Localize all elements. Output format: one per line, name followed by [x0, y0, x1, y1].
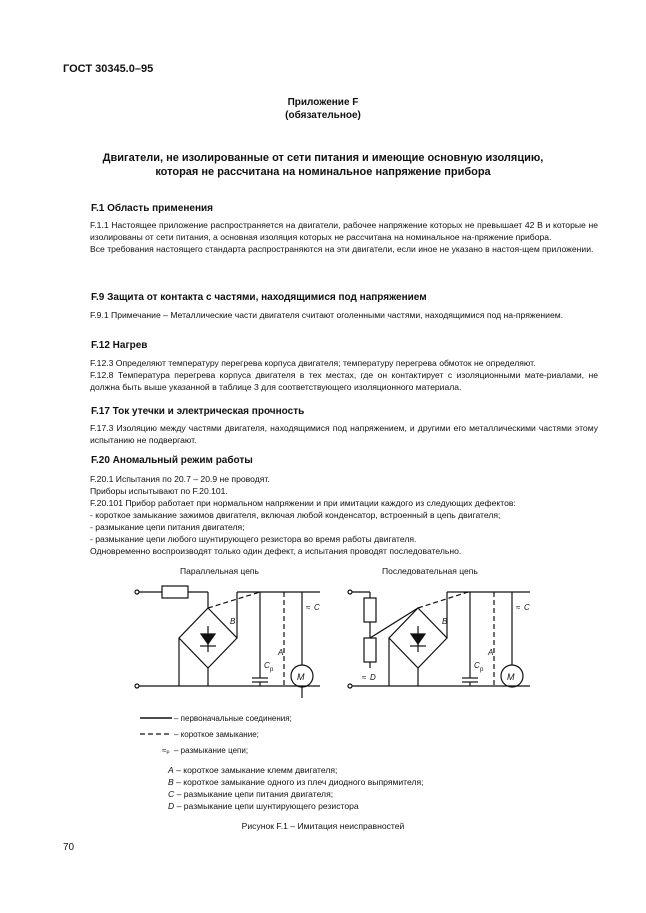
- section-body: [90, 357, 598, 393]
- section-heading: F.9 Защита от контакта с частями, находящимися под напряжением: [91, 292, 427, 303]
- section-body: [90, 473, 598, 557]
- short-circuit-line: [208, 592, 260, 608]
- terminal: [135, 590, 139, 594]
- label-b: B: [442, 617, 448, 626]
- open-circuit-symbol: ≈: [362, 673, 367, 682]
- capacitor-label: C: [474, 661, 480, 670]
- label-c: C: [314, 603, 320, 612]
- figure-caption: Рисунок F.1 – Имитация неисправностей: [241, 821, 405, 831]
- paragraph: F.9.1 Примечание – Металлические части двигателя считают оголенными частями, находящимися под на-пряжением.: [90, 310, 564, 320]
- capacitor-subscript: p: [270, 667, 274, 673]
- key-item: D – размыкание цепи шунтирующего резистора: [168, 801, 359, 811]
- legend-label: – размыкание цепи;: [174, 746, 249, 755]
- series-circuit-title: Последовательная цепь: [382, 566, 478, 576]
- paragraph: Приборы испытывают по F.20.101.: [90, 486, 228, 496]
- paragraph: - короткое замыкание зажимов двигателя, включая любой конденсатор, встроенный в цепь двигателя;: [90, 510, 501, 520]
- section-body: [90, 422, 598, 446]
- label-a: A: [278, 648, 284, 657]
- figure-key: [168, 764, 424, 812]
- paragraph: F.17.3 Изоляцию между частями двигателя, находящимися под напряжением, и другими его металлическими частями этому испытанию не подвергают.: [90, 423, 598, 445]
- terminal: [135, 684, 139, 688]
- terminal: [348, 684, 352, 688]
- capacitor-subscript: p: [480, 667, 484, 673]
- key-item: A – короткое замыкание клемм двигателя;: [168, 765, 338, 775]
- paragraph: - размыкание цепи любого шунтирующего резистора во время работы двигателя.: [90, 534, 417, 544]
- terminal: [348, 590, 352, 594]
- motor-label: M: [297, 672, 305, 682]
- short-circuit-line: [418, 592, 468, 608]
- paragraph: F.12.3 Определяют температуру перегрева корпуса двигателя; температуру перегрева обмоток не определяют.: [90, 358, 536, 368]
- label-d: D: [370, 673, 376, 682]
- fault-simulation-figure: [120, 560, 540, 760]
- section-heading: F.1 Область применения: [91, 203, 214, 214]
- parallel-circuit-diagram: [135, 566, 320, 698]
- label-b: B: [230, 617, 236, 626]
- legend-label: – короткое замыкание;: [174, 730, 259, 739]
- paragraph: F.20.1 Испытания по 20.7 – 20.9 не проводят.: [90, 474, 270, 484]
- paragraph: Все требования настоящего стандарта распространяются на эти двигатели, если иное не указано в настоя-щем приложении.: [90, 244, 594, 254]
- figure-legend: [140, 714, 292, 755]
- section-heading: F.12 Нагрев: [91, 340, 148, 351]
- appendix-title-line: Приложение F: [287, 97, 359, 108]
- paragraph: Одновременно воспроизводят только один дефект, а испытания проводят последовательно.: [90, 546, 462, 556]
- key-item: C – размыкание цепи питания двигателя;: [168, 789, 334, 799]
- parallel-circuit-title: Параллельная цепь: [180, 566, 259, 576]
- appendix-subtitle: (обязательное): [285, 110, 361, 121]
- section-heading: F.20 Аномальный режим работы: [91, 455, 253, 466]
- series-resistor: [162, 586, 188, 598]
- label-a: A: [488, 648, 494, 657]
- key-item: B – короткое замыкание одного из плеч диодного выпрямителя;: [168, 777, 424, 787]
- paragraph: - размыкание цепи питания двигателя;: [90, 522, 245, 532]
- paragraph: F.1.1 Настоящее приложение распространяется на двигатели, рабочее напряжение которых не превышает 42 В и которые не изолированы от сети питания, а основная изоляция которых не рассчитана на номинальное на-пряжение прибора.: [90, 220, 598, 242]
- paragraph: F.20.101 Прибор работает при нормальном напряжении и при имитации каждого из следующих дефектов:: [90, 498, 516, 508]
- capacitor-label: C: [264, 661, 270, 670]
- appendix-title: [0, 96, 646, 122]
- section-body: [90, 309, 598, 321]
- motor-label: M: [507, 672, 515, 682]
- section-heading: F.17 Ток утечки и электрическая прочность: [91, 406, 305, 417]
- doc-id-header: ГОСТ 30345.0–95: [63, 63, 154, 75]
- section-body: [90, 219, 598, 255]
- label-c: C: [524, 603, 530, 612]
- legend-open-circuit-symbol: ≈ₚ: [162, 746, 170, 755]
- legend-label: – первоначальные соединения;: [174, 714, 292, 723]
- paragraph: F.12.8 Температура перегрева корпуса двигателя в тех местах, где он контактирует с изоляционными мате-риалами, не должна быть выше указанной в таблице 3 для соответствующего изоляционного материала.: [90, 370, 598, 392]
- document-title: [0, 151, 646, 179]
- page-number: 70: [63, 842, 75, 853]
- series-circuit-diagram: [348, 566, 530, 688]
- shunt-resistor: [364, 598, 376, 622]
- open-circuit-symbol: ≈: [306, 603, 311, 612]
- open-circuit-symbol: ≈: [516, 603, 521, 612]
- series-resistor: [364, 638, 376, 662]
- document-title-line-2: которая не рассчитана на номинальное напряжение прибора: [155, 166, 491, 178]
- document-title-line-1: Двигатели, не изолированные от сети питания и имеющие основную изоляцию,: [102, 152, 544, 164]
